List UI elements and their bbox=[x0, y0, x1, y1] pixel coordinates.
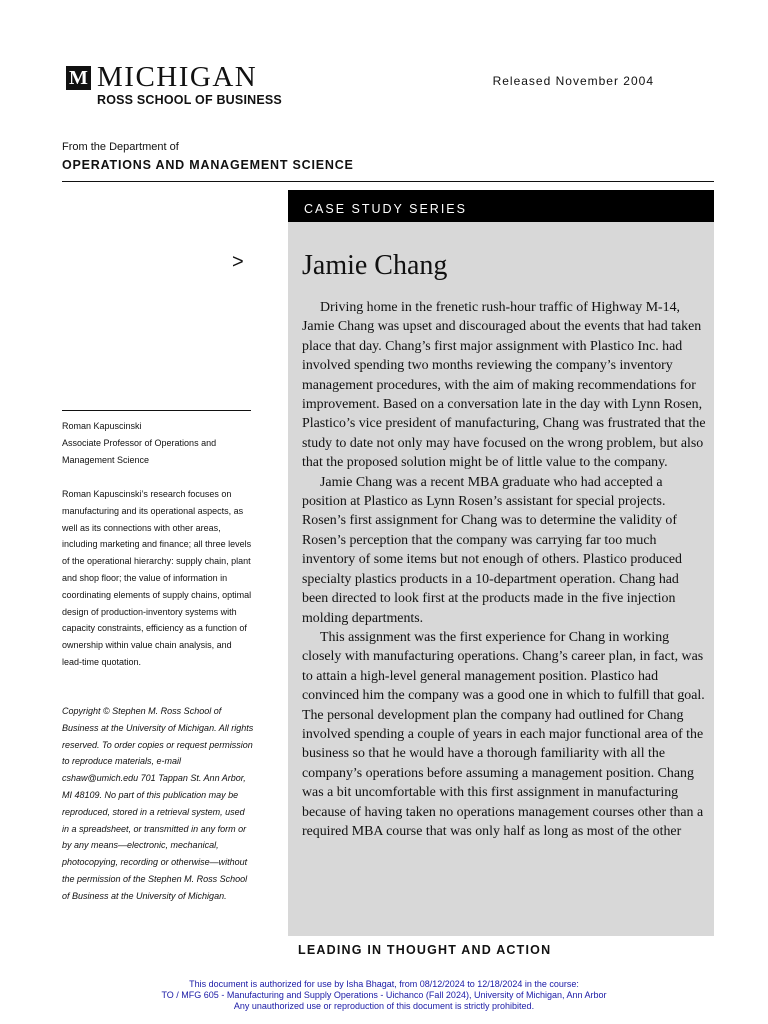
department-intro: From the Department of bbox=[62, 141, 179, 153]
case-body bbox=[302, 298, 708, 841]
sidebar-divider bbox=[62, 410, 251, 411]
authorization-notice bbox=[0, 979, 768, 1012]
body-paragraph: Jamie Chang was a recent MBA graduate who had accepted a position at Plastico as Lynn Rosen’s assistant for special projects. Rosen’s first assignment for Chang was to determine the validity of Rosen’s perception that the company was carrying far too much inventory of some items but not enough of others. Plastico produced specialty plastics products in a 10-department operation. Chang had been directed to look first at the products made in the five injection molding departments. bbox=[302, 474, 682, 626]
department-name: OPERATIONS AND MANAGEMENT SCIENCE bbox=[62, 158, 354, 172]
notice-line: This document is authorized for use by Isha Bhagat, from 08/12/2024 to 12/18/2024 in the course: bbox=[189, 979, 579, 989]
body-paragraph: This assignment was the first experience for Chang in working closely with manufacturing operations. Chang’s career plan, in fact, was to attain a high-level general management position. Plastico had convinced him the company was a good one in which to fulfill that goal. The personal development plan the company had outlined for Chang involved spending a couple of years in each major functional area of the business so that he would have a thorough familiarity with all the company’s operations before assuming a management position. Chang was a bit uncomfortable with this first assignment in manufacturing because of having taken no operations management courses other than a required MBA course that was only half as long as most of the other bbox=[302, 629, 705, 839]
copyright-notice: Copyright © Stephen M. Ross School of Business at the University of Michigan. All rights reserved. To order copies or request permission to reproduce materials, e-mail cshaw@umich.edu 701 Tappan St. Ann Arbor, MI 48109. No part of this publication may be reproduced, stored in a retrieval system, used in a spreadsheet, or transmitted in any form or by any means—electronic, mechanical, photocopying, recording or otherwise—without the permission of the Stephen M. Ross School of Business at the University of Michigan. bbox=[62, 706, 254, 901]
arrow-icon: > bbox=[232, 251, 244, 273]
footer-tagline: LEADING IN THOUGHT AND ACTION bbox=[298, 943, 552, 957]
michigan-ross-logo bbox=[66, 61, 296, 110]
author-bio: Roman Kapuscinski’s research focuses on manufacturing and its operational aspects, as well as its connections with other areas, including marketing and finance; all three levels of the operational hierarchy: supply chain, plant and shop floor; the value of information in coordinating elements of supply chains, optimal design of production-inventory systems with capacity constraints, efficiency as a function of ownership within value chain analysis, and lead-time quotation. bbox=[62, 489, 252, 667]
block-m-icon: M bbox=[66, 66, 91, 90]
author-name: Roman Kapuscinski bbox=[62, 421, 142, 431]
body-paragraph: Driving home in the frenetic rush-hour traffic of Highway M-14, Jamie Chang was upset and discouraged about the events that had taken place that day. Chang’s first major assignment with Plastico Inc. had involved spending two months reviewing the company’s inventory management procedures, with the aim of making recommendations for improvement. Based on a conversation late in the day with Lynn Rosen, Plastico’s vice president of manufacturing, Chang was frustrated that the study to date not only may have focused on the wrong problem, but also that the proposed solution might be of little value to the company. bbox=[302, 300, 706, 471]
author-block bbox=[62, 418, 254, 469]
notice-line: TO / MFG 605 - Manufacturing and Supply Operations - Uichanco (Fall 2024), University of Michigan, Ann Arbor bbox=[161, 990, 607, 1000]
series-banner: CASE STUDY SERIES bbox=[288, 190, 714, 222]
case-title: Jamie Chang bbox=[302, 250, 448, 281]
release-date: Released November 2004 bbox=[492, 74, 654, 88]
logo-school-name: ROSS SCHOOL OF BUSINESS bbox=[97, 93, 282, 107]
author-title-line: Associate Professor of Operations and bbox=[62, 438, 217, 448]
logo-wordmark: MICHIGAN bbox=[97, 61, 258, 93]
notice-line: Any unauthorized use or reproduction of this document is strictly prohibited. bbox=[233, 1001, 535, 1011]
header-divider bbox=[62, 181, 714, 182]
author-title-line: Management Science bbox=[62, 455, 150, 465]
